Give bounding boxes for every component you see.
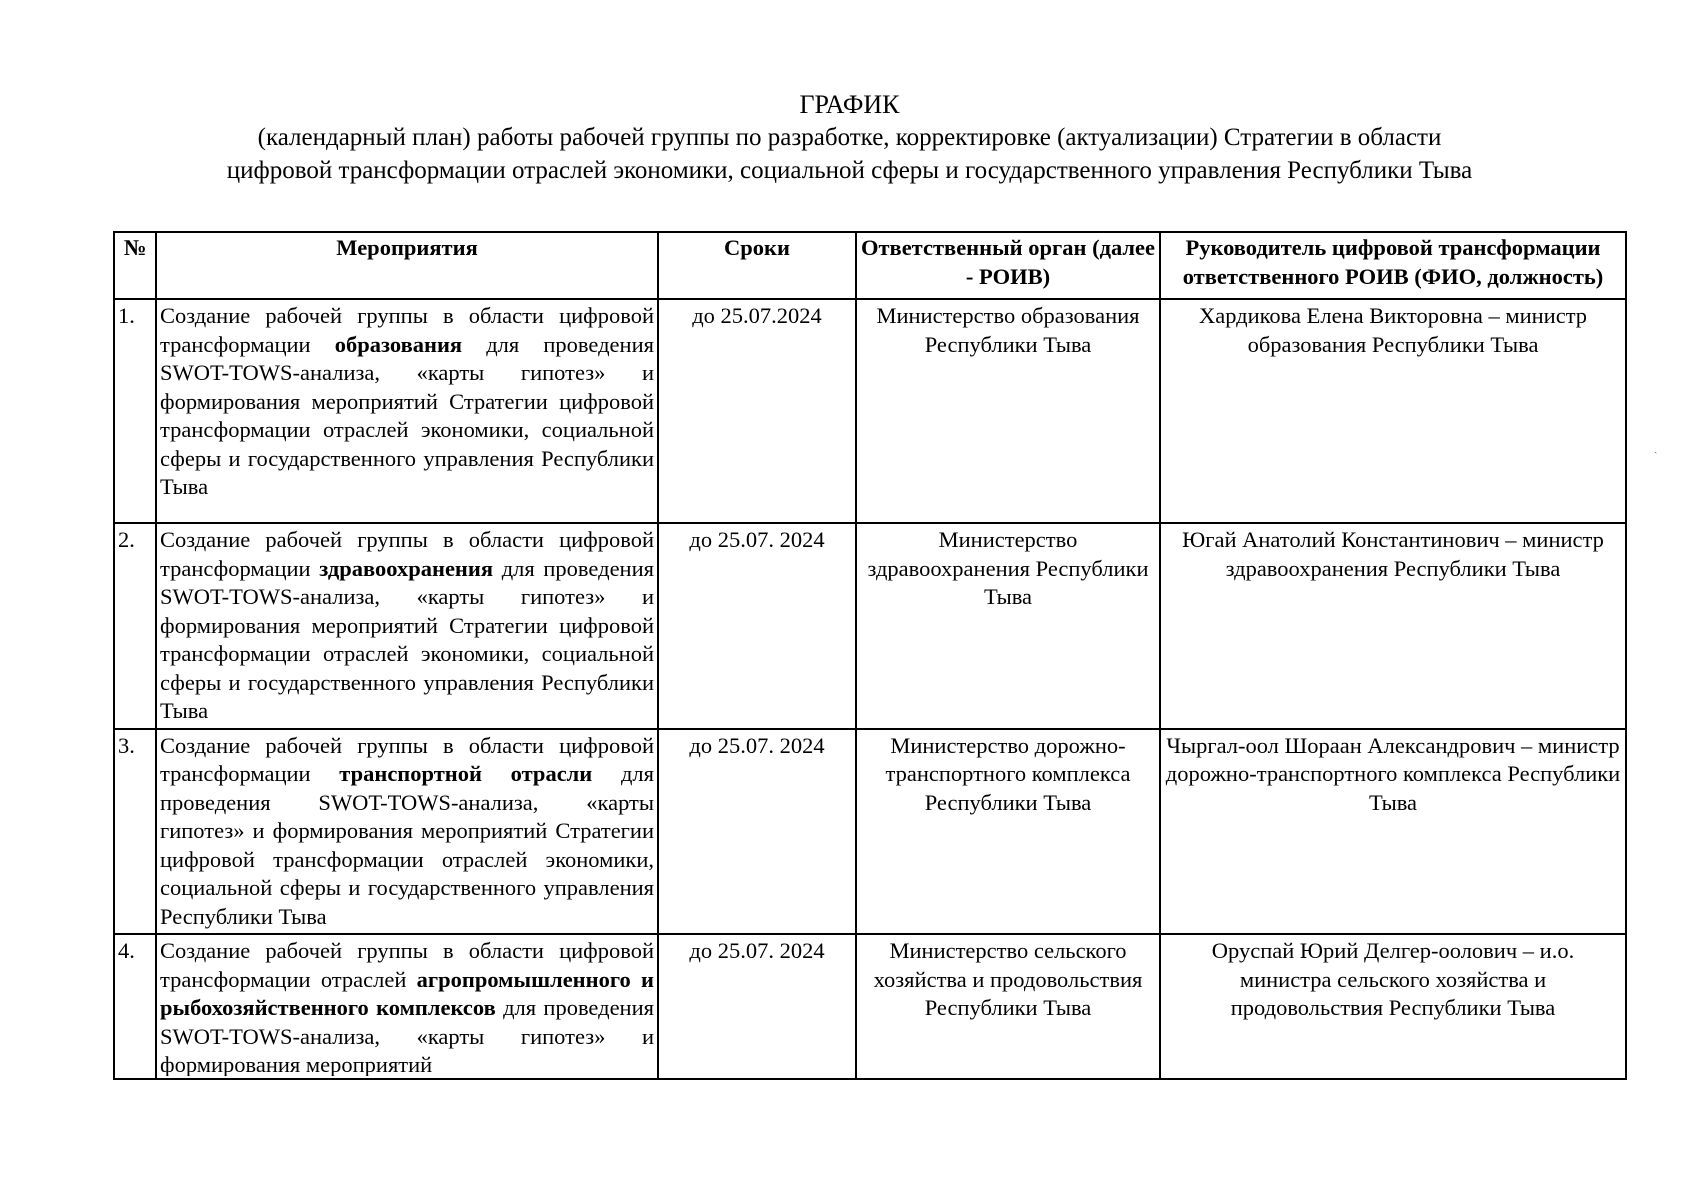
row-responsible-head: Югай Анатолий Константинович – министр здравоохранения Республики Тыва	[1160, 523, 1626, 729]
row-number: 1.	[114, 299, 156, 523]
schedule-table	[113, 231, 1627, 1080]
row-activity: Создание рабочей группы в области цифровой трансформации здравоохранения для проведения SWOT-TOWS-анализа, «карты гипотез» и формирования мероприятий Стратегии цифровой трансформации отраслей экономики, социальной сферы и государственного управления Республики Тыва	[156, 523, 658, 729]
table-row	[114, 523, 1626, 729]
row-responsible-head: Оруспай Юрий Делгер-оолович – и.о. министра сельского хозяйства и продовольствия Республики Тыва	[1160, 934, 1626, 1079]
row-deadline: до 25.07. 2024	[658, 729, 856, 935]
header-deadline: Сроки	[658, 232, 856, 299]
header-responsible-body: Ответственный орган (далее - РОИВ)	[856, 232, 1160, 299]
header-responsible-head: Руководитель цифровой трансформации ответственного РОИВ (ФИО, должность)	[1160, 232, 1626, 299]
row-activity: Создание рабочей группы в области цифровой трансформации отраслей агропромышленного и рыбохозяйственного комплексов для проведения SWOT-TOWS-анализа, «карты гипотез» и формирования мероприятий	[156, 934, 658, 1079]
document-subtitle-line-1: (календарный план) работы рабочей группы по разработке, корректировке (актуализации) Стратегии в области	[257, 124, 1442, 151]
row-activity: Создание рабочей группы в области цифровой трансформации транспортной отрасли для проведения SWOT-TOWS-анализа, «карты гипотез» и формирования мероприятий Стратегии цифровой трансформации отраслей экономики, социальной сферы и государственного управления Республики Тыва	[156, 729, 658, 935]
row-responsible-body: Министерство сельского хозяйства и продовольствия Республики Тыва	[856, 934, 1160, 1079]
table-row	[114, 729, 1626, 935]
row-number: 3.	[114, 729, 156, 935]
table-header-row	[114, 232, 1626, 299]
scan-speck: ˎ	[1654, 443, 1658, 454]
table-row	[114, 299, 1626, 523]
row-responsible-head: Чыргал-оол Шораан Александрович – министр дорожно-транспортного комплекса Республики Тыва	[1160, 729, 1626, 935]
document-subtitle-line-2: цифровой трансформации отраслей экономики, социальной сферы и государственного управления Республики Тыва	[226, 157, 1473, 184]
row-activity: Создание рабочей группы в области цифровой трансформации образования для проведения SWOT-TOWS-анализа, «карты гипотез» и формирования мероприятий Стратегии цифровой трансформации отраслей экономики, социальной сферы и государственного управления Республики Тыва	[156, 299, 658, 523]
row-responsible-body: Министерство здравоохранения Республики Тыва	[856, 523, 1160, 729]
row-responsible-body: Министерство дорожно-транспортного комплекса Республики Тыва	[856, 729, 1160, 935]
row-responsible-body: Министерство образования Республики Тыва	[856, 299, 1160, 523]
row-number: 2.	[114, 523, 156, 729]
row-responsible-head: Хардикова Елена Викторовна – министр образования Республики Тыва	[1160, 299, 1626, 523]
header-num: №	[114, 232, 156, 299]
row-deadline: до 25.07. 2024	[658, 934, 856, 1079]
table-row	[114, 934, 1626, 1079]
row-deadline: до 25.07.2024	[658, 299, 856, 523]
row-deadline: до 25.07. 2024	[658, 523, 856, 729]
document-heading	[0, 88, 1699, 187]
header-activity: Мероприятия	[156, 232, 658, 299]
document-title: ГРАФИК	[799, 90, 900, 119]
row-number: 4.	[114, 934, 156, 1079]
